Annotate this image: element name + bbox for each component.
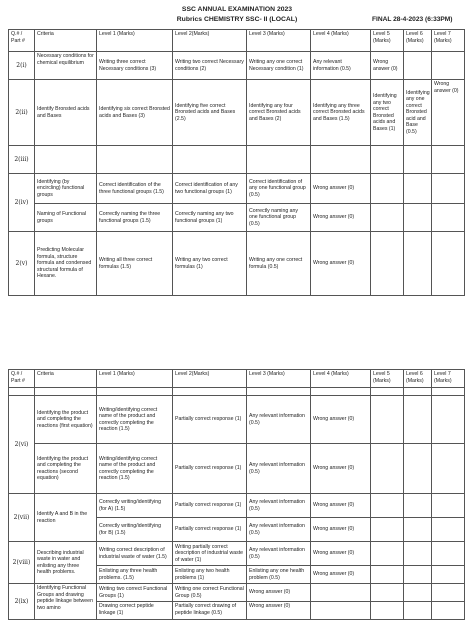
level-2-cell: Writing two correct Necessary conditions (2) bbox=[173, 52, 247, 80]
table-row bbox=[9, 232, 465, 296]
question-number: 2(iv) bbox=[9, 174, 35, 232]
level-7-cell bbox=[432, 518, 465, 542]
header-row bbox=[9, 370, 465, 388]
level-5-cell bbox=[371, 232, 404, 296]
level-6-cell bbox=[404, 396, 432, 444]
level-4-cell: Wrong answer (0) bbox=[311, 444, 371, 494]
col-header-level-6: Level 6 (Marks) bbox=[404, 370, 432, 388]
question-number: 2(ix) bbox=[9, 584, 35, 620]
rubric-table-2 bbox=[8, 369, 465, 620]
level-4-cell: Wrong answer (0) bbox=[311, 204, 371, 232]
level-1-cell: Enlisting any three health problems. (1.5) bbox=[97, 566, 173, 584]
level-7-cell bbox=[432, 52, 465, 80]
level-2-cell: Partially correct response (1) bbox=[173, 518, 247, 542]
level-3-cell: Correct identification of any one functional group (0.5) bbox=[247, 174, 311, 204]
col-header-criteria: Criteria bbox=[35, 30, 97, 52]
level-5-cell bbox=[371, 146, 404, 174]
level-1-cell bbox=[97, 146, 173, 174]
level-6-cell bbox=[404, 518, 432, 542]
level-4-cell: Wrong answer (0) bbox=[311, 518, 371, 542]
table-row bbox=[9, 204, 465, 232]
level-4-cell: Wrong answer (0) bbox=[311, 542, 371, 566]
level-4-cell bbox=[311, 602, 371, 620]
col-header-level-7: Level 7 (Marks) bbox=[432, 30, 465, 52]
table-row bbox=[9, 174, 465, 204]
col-header-level-6: Level 6 (Marks) bbox=[404, 30, 432, 52]
col-header-level-1: Level 1 (Marks) bbox=[97, 370, 173, 388]
question-number: 2(ii) bbox=[9, 80, 35, 146]
col-header-level-4: Level 4 (Marks) bbox=[311, 370, 371, 388]
criteria-cell: Identifying Functional Groups and drawing peptide linkage between two amino bbox=[35, 584, 97, 620]
level-6-cell bbox=[404, 146, 432, 174]
level-1-cell: Writing/identifying correct name of the product and correctly completing the reaction (1.5) bbox=[97, 396, 173, 444]
level-4-cell bbox=[311, 584, 371, 602]
level-3-cell: Any relevant information (0.5) bbox=[247, 396, 311, 444]
level-5-cell bbox=[371, 444, 404, 494]
level-3-cell: Any relevant information (0.5) bbox=[247, 444, 311, 494]
table-row bbox=[9, 388, 465, 396]
criteria-cell: Identify Bronsted acids and Bases bbox=[35, 80, 97, 146]
blank-cell bbox=[9, 388, 35, 396]
exam-title: SSC ANNUAL EXAMINATION 2023 bbox=[181, 6, 293, 13]
col-header-level-4: Level 4 (Marks) bbox=[311, 30, 371, 52]
header-row bbox=[9, 30, 465, 52]
level-2-cell: Writing partially correct description of industrial waste of water (1) bbox=[173, 542, 247, 566]
question-number: 2(vi) bbox=[9, 396, 35, 494]
blank-cell bbox=[432, 388, 465, 396]
level-3-cell bbox=[247, 146, 311, 174]
level-2-cell: Enlisting any two health problems (1) bbox=[173, 566, 247, 584]
level-6-cell bbox=[404, 174, 432, 204]
blank-cell bbox=[311, 388, 371, 396]
level-5-cell bbox=[371, 584, 404, 602]
level-6-cell bbox=[404, 566, 432, 584]
blank-cell bbox=[404, 388, 432, 396]
col-header-level-5: Level 5 (Marks) bbox=[371, 370, 404, 388]
level-6-cell bbox=[404, 204, 432, 232]
table-row bbox=[9, 52, 465, 80]
table-row bbox=[9, 542, 465, 566]
level-2-cell: Partially correct response (1) bbox=[173, 494, 247, 518]
table-row bbox=[9, 396, 465, 444]
level-6-cell bbox=[404, 584, 432, 602]
level-5-cell bbox=[371, 494, 404, 518]
table-row bbox=[9, 80, 465, 146]
criteria-cell: Identifying the product and completing the reactions (second equation) bbox=[35, 444, 97, 494]
level-7-cell bbox=[432, 584, 465, 602]
blank-cell bbox=[173, 388, 247, 396]
level-1-cell: Writing/identifying correct name of the product and correctly completing the reaction (1.5) bbox=[97, 444, 173, 494]
level-3-cell: Writing any one correct formula (0.5) bbox=[247, 232, 311, 296]
level-2-cell bbox=[173, 146, 247, 174]
level-2-cell: Writing one correct Functional Group (0.5) bbox=[173, 584, 247, 602]
level-1-cell: Correctly writing/identifying (for A) (1.5) bbox=[97, 494, 173, 518]
col-header-level-2: Level 2(Marks) bbox=[173, 370, 247, 388]
level-6-cell bbox=[404, 494, 432, 518]
level-6-cell bbox=[404, 232, 432, 296]
col-header-level-3: Level 3 (Marks) bbox=[247, 370, 311, 388]
level-4-cell: Wrong answer (0) bbox=[311, 232, 371, 296]
level-6-cell: Identifying any one correct Bronsted acid and Base (0.5) bbox=[404, 80, 432, 146]
level-2-cell: Writing any two correct formulas (1) bbox=[173, 232, 247, 296]
level-7-cell bbox=[432, 146, 465, 174]
criteria-cell: Identifying the product and completing the reactions (first equation) bbox=[35, 396, 97, 444]
level-5-cell bbox=[371, 518, 404, 542]
level-1-cell: Writing two correct Functional Groups (1) bbox=[97, 584, 173, 602]
col-header-level-3: Level 3 (Marks) bbox=[247, 30, 311, 52]
level-5-cell bbox=[371, 542, 404, 566]
level-3-cell: Any relevant information (0.5) bbox=[247, 518, 311, 542]
level-2-cell: Correctly naming any two functional groups (1) bbox=[173, 204, 247, 232]
col-header-level-2: Level 2(Marks) bbox=[173, 30, 247, 52]
criteria-cell: Naming of Functional groups bbox=[35, 204, 97, 232]
final-date-label: FINAL 28-4-2023 (6:33PM) bbox=[372, 16, 453, 23]
level-6-cell bbox=[404, 602, 432, 620]
table-row bbox=[9, 584, 465, 602]
criteria-cell: Describing industrial waste in water and enlisting any three health problems. bbox=[35, 542, 97, 584]
level-5-cell: Wrong answer (0) bbox=[371, 52, 404, 80]
question-number: 2(iii) bbox=[9, 146, 35, 174]
level-7-cell bbox=[432, 204, 465, 232]
level-7-cell bbox=[432, 444, 465, 494]
level-1-cell: Writing all three correct formulas (1.5) bbox=[97, 232, 173, 296]
level-2-cell: Partially correct drawing of peptide linkage (0.5) bbox=[173, 602, 247, 620]
level-1-cell: Identifying six correct Bronsted acids and Bases (3) bbox=[97, 80, 173, 146]
level-7-cell bbox=[432, 602, 465, 620]
col-header-level-5: Level 5 (Marks) bbox=[371, 30, 404, 52]
level-7-cell bbox=[432, 542, 465, 566]
level-7-cell bbox=[432, 494, 465, 518]
table-row bbox=[9, 146, 465, 174]
level-3-cell: Enlisting any one health problem (0.5) bbox=[247, 566, 311, 584]
col-header-q: Q.# / Part # bbox=[9, 370, 35, 388]
level-6-cell bbox=[404, 52, 432, 80]
question-number: 2(viii) bbox=[9, 542, 35, 584]
level-4-cell: Identifying any three correct Bronsted acids and Bases (1.5) bbox=[311, 80, 371, 146]
col-header-level-1: Level 1 (Marks) bbox=[97, 30, 173, 52]
question-number: 2(vii) bbox=[9, 494, 35, 542]
level-3-cell: Correctly naming any one functional group (0.5) bbox=[247, 204, 311, 232]
level-2-cell: Correct identification of any two functional groups (1) bbox=[173, 174, 247, 204]
level-7-cell bbox=[432, 174, 465, 204]
level-6-cell bbox=[404, 542, 432, 566]
level-5-cell bbox=[371, 566, 404, 584]
table-row bbox=[9, 494, 465, 518]
rubric-table-1 bbox=[8, 29, 465, 296]
level-5-cell bbox=[371, 204, 404, 232]
blank-cell bbox=[371, 388, 404, 396]
level-1-cell: Correctly naming the three functional groups (1.5) bbox=[97, 204, 173, 232]
level-5-cell bbox=[371, 602, 404, 620]
level-3-cell: Writing any one correct Necessary condition (1) bbox=[247, 52, 311, 80]
level-4-cell: Wrong answer (0) bbox=[311, 494, 371, 518]
level-4-cell: Wrong answer (0) bbox=[311, 396, 371, 444]
level-3-cell: Any relevant information (0.5) bbox=[247, 494, 311, 518]
question-number: 2(i) bbox=[9, 52, 35, 80]
level-3-cell: Wrong answer (0) bbox=[247, 602, 311, 620]
level-4-cell bbox=[311, 146, 371, 174]
level-7-cell bbox=[432, 396, 465, 444]
table-row bbox=[9, 444, 465, 494]
level-2-cell: Identifying five correct Bronsted acids and Bases (2.5) bbox=[173, 80, 247, 146]
level-3-cell: Identifying any four correct Bronsted acids and Bases (2) bbox=[247, 80, 311, 146]
criteria-cell: Predicting Molecular formula, structure formula and condensed structural formula of Hexane. bbox=[35, 232, 97, 296]
col-header-q: Q.# / Part # bbox=[9, 30, 35, 52]
level-3-cell: Any relevant information (0.5) bbox=[247, 542, 311, 566]
level-7-cell: Wrong answer (0) bbox=[432, 80, 465, 146]
level-4-cell: Wrong answer (0) bbox=[311, 174, 371, 204]
level-5-cell: Identifying any two correct Bronsted acids and Bases (1) bbox=[371, 80, 404, 146]
rubric-subtitle: Rubrics CHEMISTRY SSC- II (LOCAL) bbox=[176, 16, 298, 23]
level-4-cell: Any relevant information (0.5) bbox=[311, 52, 371, 80]
level-3-cell: Wrong answer (0) bbox=[247, 584, 311, 602]
level-5-cell bbox=[371, 174, 404, 204]
level-6-cell bbox=[404, 444, 432, 494]
level-2-cell: Partially correct response (1) bbox=[173, 396, 247, 444]
level-4-cell: Wrong answer (0) bbox=[311, 566, 371, 584]
blank-cell bbox=[247, 388, 311, 396]
criteria-cell: Identify A and B in the reaction bbox=[35, 494, 97, 542]
col-header-level-7: Level 7 (Marks) bbox=[432, 370, 465, 388]
level-1-cell: Correct identification of the three functional groups (1.5) bbox=[97, 174, 173, 204]
criteria-cell: Identifying (by encircling) functional groups bbox=[35, 174, 97, 204]
col-header-criteria: Criteria bbox=[35, 370, 97, 388]
level-7-cell bbox=[432, 232, 465, 296]
question-number: 2(v) bbox=[9, 232, 35, 296]
level-5-cell bbox=[371, 396, 404, 444]
level-1-cell: Writing three correct Necessary conditions (3) bbox=[97, 52, 173, 80]
level-2-cell: Partially correct response (1) bbox=[173, 444, 247, 494]
criteria-cell bbox=[35, 146, 97, 174]
level-1-cell: Correctly writing/identifying (for B) (1.5) bbox=[97, 518, 173, 542]
level-7-cell bbox=[432, 566, 465, 584]
level-1-cell: Drawing correct peptide linkage (1) bbox=[97, 602, 173, 620]
blank-cell bbox=[35, 388, 97, 396]
criteria-cell: Necessary conditions for chemical equilibrium bbox=[35, 52, 97, 80]
level-1-cell: Writing correct description of industrial waste of water (1.5) bbox=[97, 542, 173, 566]
blank-cell bbox=[97, 388, 173, 396]
